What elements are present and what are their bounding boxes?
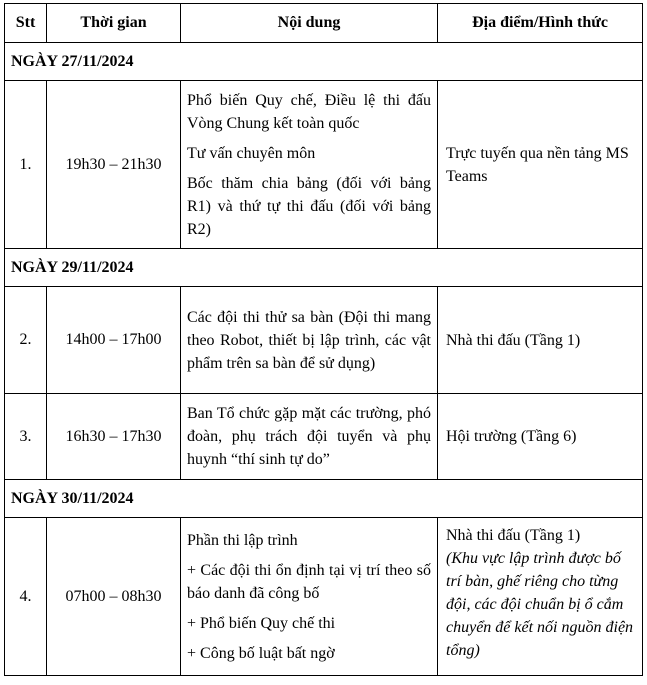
place-line: Hội trường (Tầng 6) — [446, 428, 577, 445]
row-time: 07h00 – 08h30 — [47, 518, 181, 676]
day-row — [5, 480, 643, 518]
content-line: + Phổ biến Quy chế thi — [187, 614, 336, 632]
row-content — [181, 394, 438, 480]
header-stt: Stt — [5, 4, 47, 43]
row-place — [438, 287, 643, 394]
content-line: Tư vấn chuyên môn — [187, 144, 316, 162]
header-content: Nội dung — [181, 4, 438, 43]
row-place — [438, 81, 643, 249]
table-row — [5, 81, 643, 249]
row-content — [181, 81, 438, 249]
table-row — [5, 518, 643, 676]
content-line: Bốc thăm chia bảng (đối với bảng R1) và thứ tự thi đấu (đối với bảng R2) — [187, 174, 431, 238]
place-line: Nhà thi đấu (Tầng 1) — [446, 331, 581, 349]
place-line: Trực tuyến qua nền tảng MS Teams — [446, 144, 629, 185]
row-stt: 1. — [5, 81, 47, 249]
header-row — [5, 4, 643, 43]
place-note: (Khu vực lập trình được bố trí bàn, ghế riêng cho từng đội, các đội chuẩn bị ổ cắm chuyển để kết nối nguồn điện tổng) — [446, 550, 634, 659]
day-row — [5, 249, 643, 287]
day-label: NGÀY 30/11/2024 — [5, 480, 643, 518]
row-content — [181, 287, 438, 394]
day-label: NGÀY 27/11/2024 — [5, 43, 643, 81]
header-time: Thời gian — [47, 4, 181, 43]
row-stt: 2. — [5, 287, 47, 394]
header-place: Địa điểm/Hình thức — [438, 4, 643, 43]
row-place — [438, 394, 643, 480]
table-row — [5, 287, 643, 394]
row-stt: 4. — [5, 518, 47, 676]
row-content — [181, 518, 438, 676]
row-time: 16h30 – 17h30 — [47, 394, 181, 480]
row-time: 19h30 – 21h30 — [47, 81, 181, 249]
content-line: Các đội thi thử sa bàn (Đội thi mang theo Robot, thiết bị lập trình, các vật phẩm trên sa bàn để sử dụng) — [187, 308, 431, 372]
place-line: Nhà thi đấu (Tầng 1) — [446, 527, 581, 544]
content-line: + Công bố luật bất ngờ — [187, 644, 335, 662]
row-stt: 3. — [5, 394, 47, 480]
content-line: Phần thi lập trình — [187, 531, 298, 549]
row-time: 14h00 – 17h00 — [47, 287, 181, 394]
content-line: + Các đội thi ổn định tại vị trí theo số báo danh đã công bố — [187, 561, 431, 602]
day-row — [5, 43, 643, 81]
table-row — [5, 394, 643, 480]
content-line: Phổ biến Quy chế, Điều lệ thi đấu Vòng Chung kết toàn quốc — [187, 91, 431, 132]
schedule-table — [4, 3, 643, 676]
content-line: Ban Tổ chức gặp mặt các trường, phó đoàn, phụ trách đội tuyển và phụ huynh “thí sinh tự do” — [187, 405, 431, 468]
row-place — [438, 518, 643, 676]
day-label: NGÀY 29/11/2024 — [5, 249, 643, 287]
